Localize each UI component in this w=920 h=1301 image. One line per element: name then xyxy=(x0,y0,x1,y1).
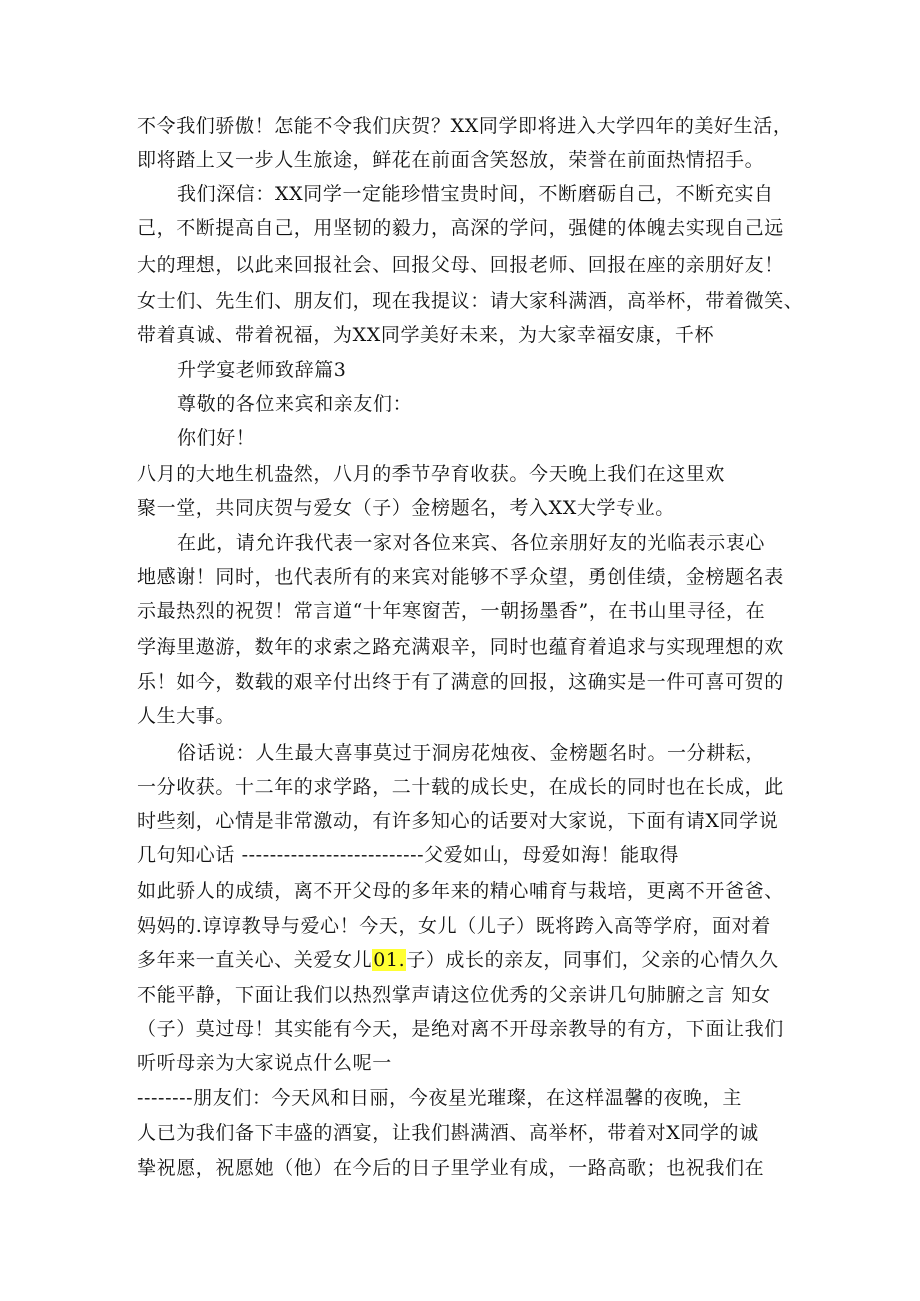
text-line: 地感谢！同时，也代表所有的来宾对能够不孚众望，勇创佳绩，金榜题名表 xyxy=(137,566,784,588)
text-line: 不令我们骄傲！怎能不令我们庆贺？XX同学即将进入大学四年的美好生活， xyxy=(137,115,793,137)
text-line: （子）莫过母！其实能有今天，是绝对离不开母亲教导的有方，下面让我们 xyxy=(137,1018,784,1040)
text-line: --------朋友们：今天风和日丽，今夜星光璀璨，在这样温馨的夜晚，主 xyxy=(137,1087,742,1109)
text-line: 即将踏上又一步人生旅途，鲜花在前面含笑怒放，荣誉在前面热情招手。 xyxy=(137,149,765,171)
text-line: 不能平静，下面让我们以热烈掌声请这位优秀的父亲讲几句肺腑之言 知女 xyxy=(137,984,771,1006)
text-line: 俗话说：人生最大喜事莫过于洞房花烛夜、金榜题名时。一分耕耘， xyxy=(177,742,766,764)
text-line: 在此，请允许我代表一家对各位来宾、各位亲朋好友的光临表示衷心 xyxy=(177,532,766,554)
text-line: 八月的大地生机盎然，八月的季节孕育收获。今天晚上我们在这里欢 xyxy=(137,463,726,485)
text-line: 时些刻，心情是非常激动，有许多知心的话要对大家说，下面有请X同学说 xyxy=(137,810,779,832)
text-line: 聚一堂，共同庆贺与爱女（子）金榜题名，考入XX大学专业。 xyxy=(137,497,675,519)
text-line: 大的理想，以此来回报社会、回报父母、回报老师、回报在座的亲朋好友！ xyxy=(137,254,784,276)
text-line: 示最热烈的祝贺！常言道“十年寒窗苦，一朝扬墨香”，在书山里寻径，在 xyxy=(137,600,766,622)
text-segment: 子）成长的亲友，同事们，父亲的心情久久 xyxy=(406,949,779,971)
text-line: 乐！如今，数载的艰辛付出终于有了满意的回报，这确实是一件可喜可贺的 xyxy=(137,671,784,693)
text-line: 人生大事。 xyxy=(137,705,236,727)
text-line: 几句知心话 --------------------------父爱如山，母爱如海！能取得 xyxy=(137,844,679,866)
salutation: 尊敬的各位来宾和亲友们： xyxy=(177,393,413,415)
greeting: 你们好！ xyxy=(177,427,256,449)
text-segment: 多年来一直关心、关爱女儿 xyxy=(137,949,373,971)
highlighted-text: 01. xyxy=(373,949,406,971)
text-line: 女士们、先生们、朋友们，现在我提议：请大家科满酒，高举杯，带着微笑、 xyxy=(137,290,804,312)
text-line: 带着真诚、带着祝福，为XX同学美好未来，为大家幸福安康，千杯 xyxy=(137,324,715,346)
text-line: 一分收获。十二年的求学路，二十载的成长史，在成长的同时也在长成，此 xyxy=(137,776,784,798)
text-line: 学海里遨游，数年的求索之路充满艰辛，同时也蕴育着追求与实现理想的欢 xyxy=(137,636,784,658)
text-line: 妈妈的.谆谆教导与爱心！今天，女儿（儿子）既将跨入高等学府，面对着 xyxy=(137,915,771,937)
text-line: 听听母亲为大家说点什么呢一 xyxy=(137,1052,392,1074)
text-line-highlighted xyxy=(137,947,779,973)
text-line: 我们深信：XX同学一定能珍惜宝贵时间，不断磨砺自己，不断充实自 xyxy=(177,183,774,205)
section-heading: 升学宴老师致辞篇3 xyxy=(177,359,347,381)
text-line: 人已为我们备下丰盛的酒宴，让我们斟满酒、高举杯，带着对X同学的诚 xyxy=(137,1122,759,1144)
text-line: 如此骄人的成绩，离不开父母的多年来的精心哺育与栽培，更离不开爸爸、 xyxy=(137,880,784,902)
text-line: 挚祝愿，祝愿她（他）在今后的日子里学业有成，一路高歌；也祝我们在 xyxy=(137,1157,765,1179)
text-line: 己，不断提高自己，用坚韧的毅力，高深的学问，强健的体魄去实现自己远 xyxy=(137,217,784,239)
